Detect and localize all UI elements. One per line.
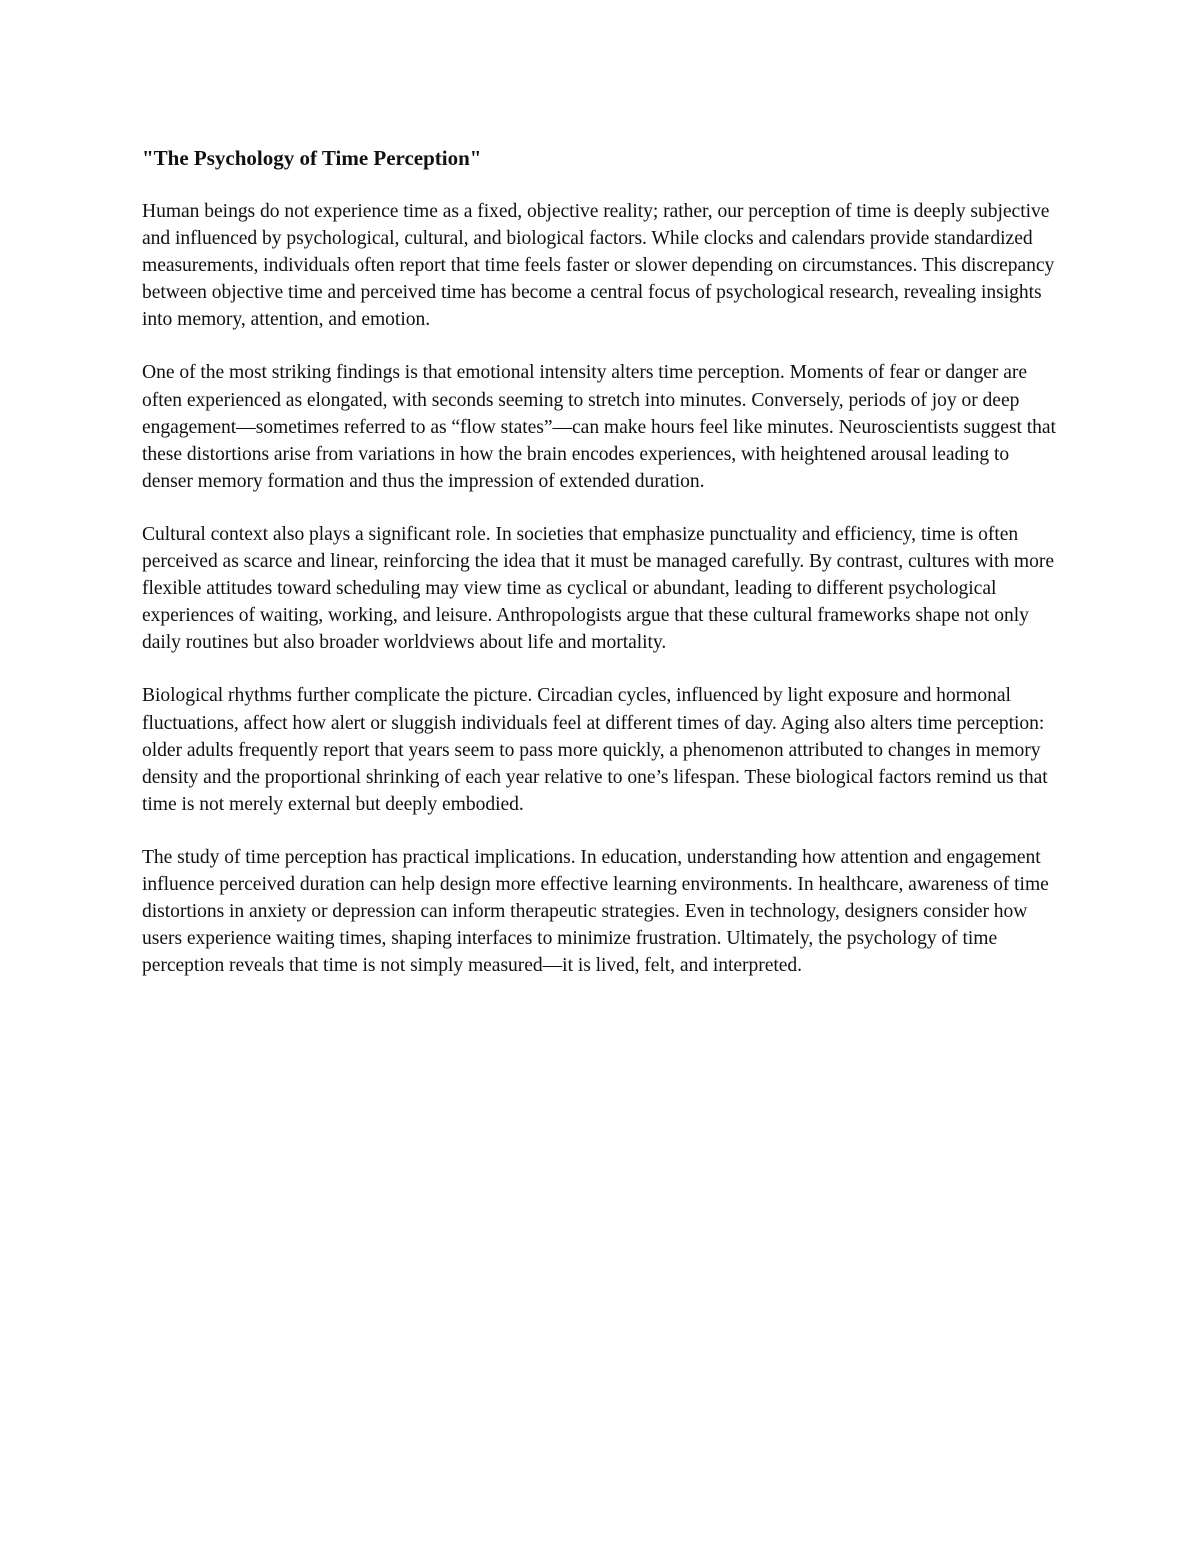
paragraph-biology: Biological rhythms further complicate the picture. Circadian cycles, influenced by light exposure and hormonal fluctuations, affect how alert or sluggish individuals feel at different times of day. Aging also alters time perception: older adults frequently report that years seem to pass more quickly, a phenomenon attributed to changes in memory density and the proportional shrinking of each year relative to one’s lifespan. These biological factors remind us that time is not merely external but deeply embodied. <box>142 685 1048 815</box>
paragraph-introduction: Human beings do not experience time as a fixed, objective reality; rather, our perception of time is deeply subjective and influenced by psychological, cultural, and biological factors. While clocks and calendars provide standardized measurements, individuals often report that time feels faster or slower depending on circumstances. This discrepancy between objective time and perceived time has become a central focus of psychological research, revealing insights into memory, attention, and emotion. <box>142 201 1055 331</box>
document-body <box>142 143 1062 1005</box>
paragraph-culture: Cultural context also plays a significant role. In societies that emphasize punctuality and efficiency, time is often perceived as scarce and linear, reinforcing the idea that it must be managed carefully. By contrast, cultures with more flexible attitudes toward scheduling may view time as cyclical or abundant, leading to different psychological experiences of waiting, working, and leisure. Anthropologists argue that these cultural frameworks shape not only daily routines but also broader worldviews about life and mortality. <box>142 523 1054 654</box>
paragraph-implications: The study of time perception has practical implications. In education, understanding how attention and engagement influence perceived duration can help design more effective learning environments. In healthcare, awareness of time distortions in anxiety or depression can inform therapeutic strategies. Even in technology, designers consider how users experience waiting times, shaping interfaces to minimize frustration. Ultimately, the psychology of time perception reveals that time is not simply measured—it is lived, felt, and interpreted. <box>142 846 1049 977</box>
paragraph-emotion: One of the most striking findings is that emotional intensity alters time perception. Moments of fear or danger are often experienced as elongated, with seconds seeming to stretch into minutes. Conversely, periods of joy or deep engagement—sometimes referred to as “flow states”—can make hours feel like minutes. Neuroscientists suggest that these distortions arise from variations in how the brain encodes experiences, with heightened arousal leading to denser memory formation and thus the impression of extended duration. <box>142 362 1056 492</box>
document-title: "The Psychology of Time Perception" <box>142 146 482 170</box>
